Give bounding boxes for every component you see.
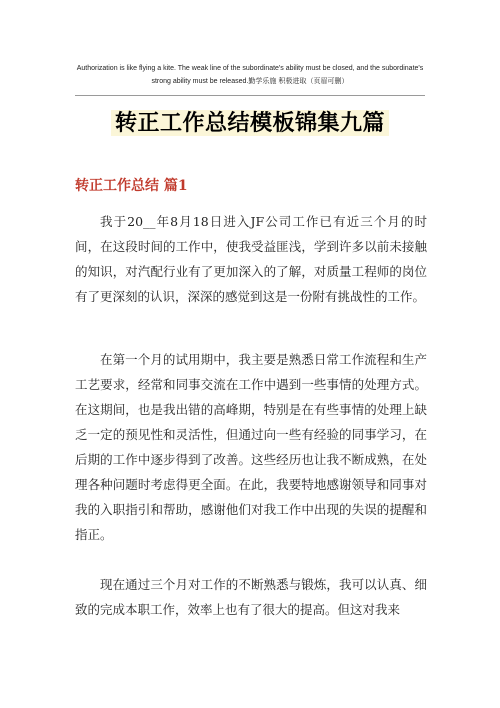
- header-note-line-2-cn: 勤学乐施 积极进取（页眉可删）: [248, 77, 349, 85]
- header-note-line-1: Authorization is like flying a kite. The weak line of the subordinate's ability must be closed, and the subordinate's: [76, 65, 424, 72]
- paragraph-text: 我于20__年8月18日进入JF公司工作已有近三个月的时间，在这段时间的工作中，使我受益匪浅，学到许多以前未接触的知识，对汽配行业有了更加深入的了解，对质量工程师的岗位有了更深刻的认识，深深的感觉到这是一份附有挑战性的工作。: [75, 214, 427, 304]
- paragraph-2: [75, 347, 427, 547]
- header-divider: [75, 95, 425, 96]
- paragraph-text: 在第一个月的试用期中，我主要是熟悉日常工作流程和生产工艺要求，经常和同事交流在工作中遇到一些事情的处理方式。在这期间，也是我出错的高峰期，特别是在有些事情的处理上缺乏一定的预见性和灵活性，但通过向一些有经验的同事学习，在后期的工作中逐步得到了改善。这些经历也让我不断成熟，在处理各种问题时考虑得更全面。在此，我要特地感谢领导和同事对我的入职指引和帮助，感谢他们对我工作中出现的失误的提醒和指正。: [75, 352, 427, 542]
- paragraph-3: [75, 572, 427, 622]
- document-title-text: 转正工作总结模板锦集九篇: [111, 110, 389, 136]
- document-title: [0, 103, 500, 143]
- header-note-line-2-en: strong ability must be released.: [151, 78, 249, 85]
- paragraph-text: 现在通过三个月对工作的不断熟悉与锻炼，我可以认真、细致的完成本职工作，效率上也有了很大的提高。但这对我来: [75, 577, 427, 617]
- section-heading: 转正工作总结 篇1: [75, 178, 188, 194]
- page-header-note: [60, 62, 440, 88]
- paragraph-1: [75, 209, 427, 309]
- header-note-line-2: [60, 75, 440, 88]
